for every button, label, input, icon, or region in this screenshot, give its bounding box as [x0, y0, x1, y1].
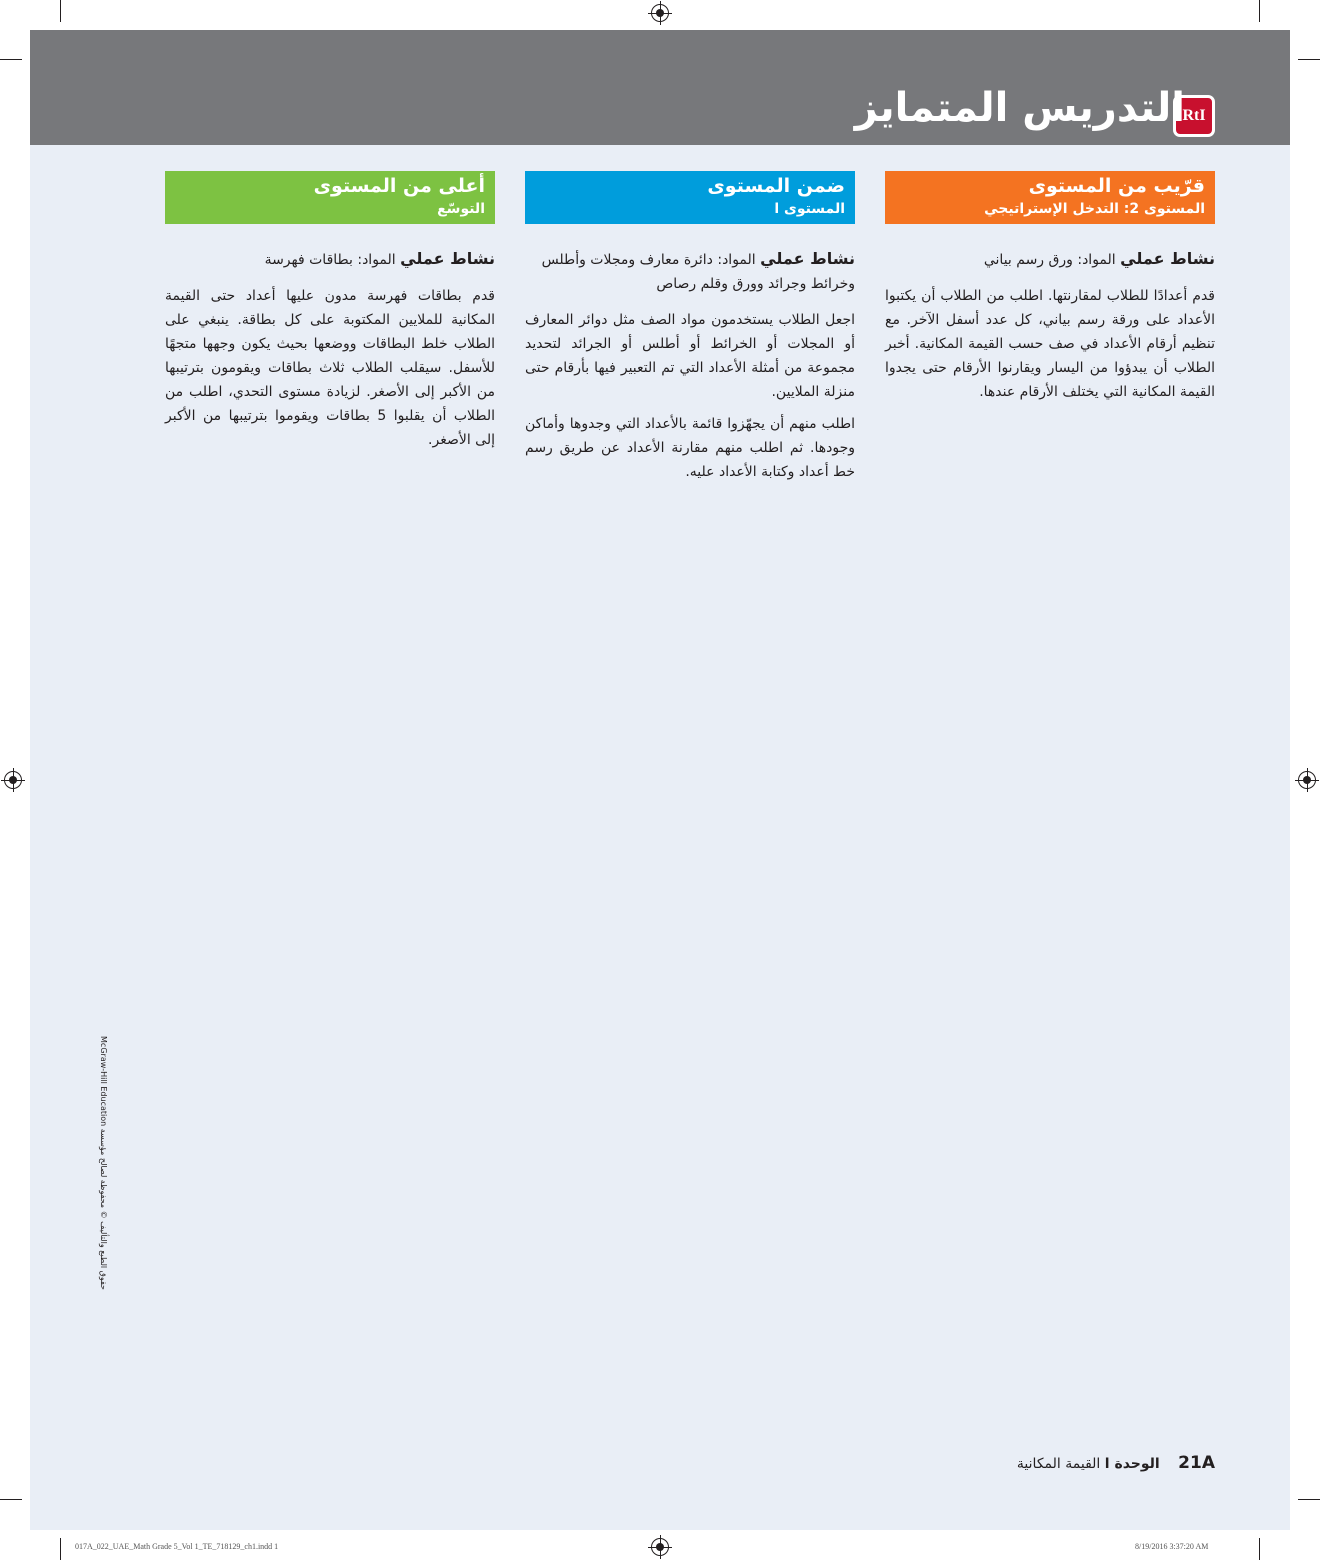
activity-label: نشاط عملي [1120, 249, 1215, 268]
column-body-on-level [525, 247, 855, 492]
column-heading: أعلى من المستوى [313, 175, 485, 197]
column-body-approaching [885, 247, 1215, 412]
copyright-notice: حقوق الطبع والتأليف © محفوظة لصالح مؤسسة McGraw-Hill Education [99, 1036, 108, 1290]
crop-mark [1298, 59, 1320, 60]
column-body-beyond [165, 247, 495, 460]
materials-line [165, 247, 495, 272]
materials-text: المواد: دائرة معارف ومجلات وأطلس وخرائط وجرائد وورق وقلم رصاص [541, 252, 855, 292]
page-footer [1017, 1453, 1215, 1473]
slug-date: 8/19/2016 3:37:20 AM [1135, 1542, 1209, 1551]
crop-mark [0, 59, 22, 60]
paragraph: اطلب منهم أن يجهّزوا قائمة بالأعداد التي وجدوها وأماكن وجودها. ثم اطلب منهم مقارنة الأعداد عن طريق رسم خط أعداد وكتابة الأعداد عليه. [525, 416, 855, 480]
rti-badge: RtI [1173, 95, 1215, 137]
activity-label: نشاط عملي [760, 249, 855, 268]
column-subheading: التوسّع [437, 201, 485, 217]
registration-mark-icon [4, 771, 22, 789]
page-number: 21A [1178, 1453, 1215, 1473]
page-title: التدريس المتمايز [854, 85, 1185, 131]
column-header-beyond [165, 171, 495, 224]
registration-mark-icon [651, 1538, 669, 1556]
materials-line [885, 247, 1215, 272]
crop-mark [1298, 1499, 1320, 1500]
column-subheading: المستوى 2: التدخل الإستراتيجي [984, 201, 1205, 217]
unit-label: الوحدة ا [1104, 1456, 1160, 1472]
column-header-approaching [885, 171, 1215, 224]
column-header-on-level [525, 171, 855, 224]
activity-label: نشاط عملي [400, 249, 495, 268]
materials-text: المواد: ورق رسم بياني [983, 252, 1116, 268]
materials-line [525, 247, 855, 296]
paragraph: اجعل الطلاب يستخدمون مواد الصف مثل دوائر المعارف أو المجلات أو الخرائط أو أطلس أو الجرائد لتحديد مجموعة من أمثلة الأعداد التي تم التعبير فيها بأرقام حتى منزلة الملايين. [525, 312, 855, 400]
registration-mark-icon [1298, 771, 1316, 789]
column-heading: قرّيب من المستوى [1028, 175, 1205, 197]
crop-mark [0, 1499, 22, 1500]
paragraph: قدم أعدادًا للطلاب لمقارنتها. اطلب من الطلاب أن يكتبوا الأعداد على ورقة رسم بياني، كل عدد أسفل الآخر. مع تنظيم أرقام الأعداد في صف حسب القيمة المكانية. أخبر الطلاب أن يبدؤوا من اليسار ويقارنوا الأرقام حتى يجدوا القيمة المكانية التي يختلف الأرقام عندها. [885, 288, 1215, 400]
unit-title: القيمة المكانية [1016, 1456, 1101, 1472]
crop-mark [1259, 0, 1260, 22]
column-heading: ضمن المستوى [707, 175, 845, 197]
materials-text: المواد: بطاقات فهرسة [264, 252, 396, 268]
paragraph: قدم بطاقات فهرسة مدون عليها أعداد حتى القيمة المكانية للملايين المكتوبة على كل بطاقة. ينبغي على الطلاب خلط البطاقات ووضعها بحيث يكون وجهها متجهًا للأسفل. سيقلب الطلاب ثلاث بطاقات ويقومون بترتيبها من الأكبر إلى الأصغر. لزيادة مستوى التحدي، اطلب من الطلاب أن يقلبوا 5 بطاقات ويقوموا بترتيبها من الأكبر إلى الأصغر. [165, 288, 496, 448]
crop-mark [60, 0, 61, 22]
registration-mark-icon [651, 4, 669, 22]
crop-mark [1259, 1538, 1260, 1560]
slug-file-info: 017A_022_UAE_Math Grade 5_Vol 1_TE_718129_ch1.indd 1 [75, 1542, 279, 1551]
crop-mark [60, 1538, 61, 1560]
column-subheading: المستوى ا [774, 201, 845, 217]
